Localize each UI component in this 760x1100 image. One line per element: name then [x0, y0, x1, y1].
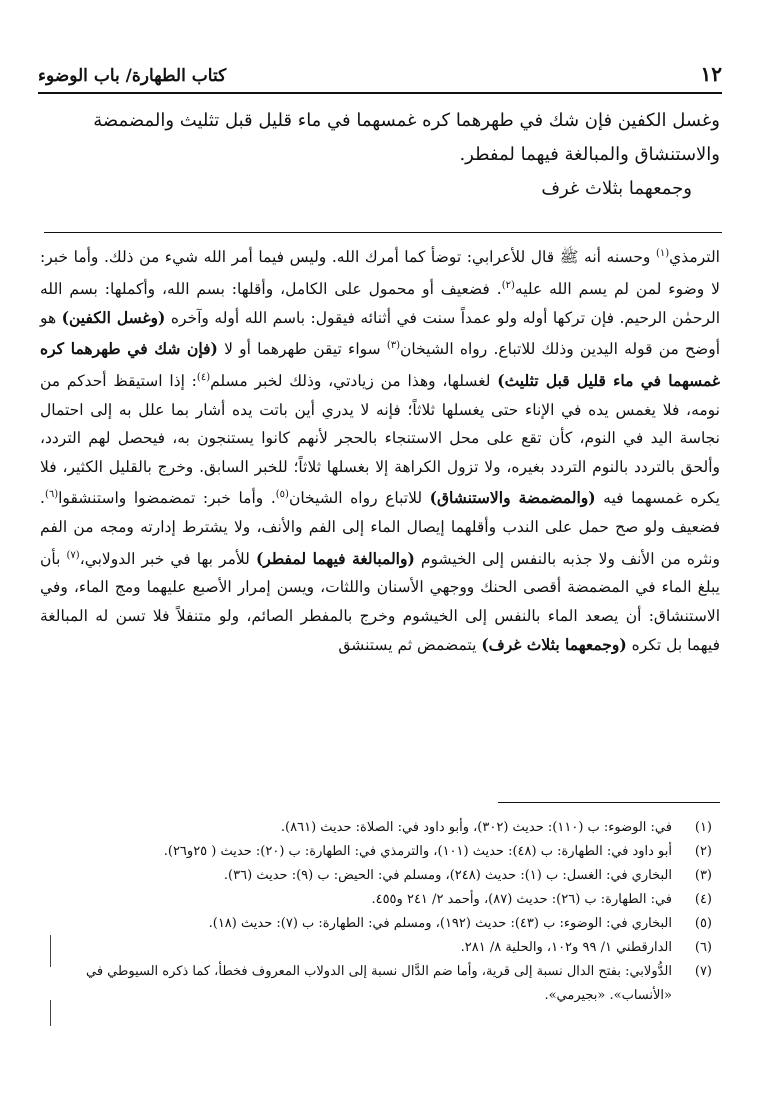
quoted-matn: (وغسل الكفين) [61, 307, 166, 327]
margin-mark [50, 935, 51, 967]
commentary-span: : إذا استيقظ أحدكم من نومه، فلا يغمس يده في الإناء حتى يغسلها ثلاثاً؛ فإنه لا يدري أين باتت يده أشار بما علل به إلى احتمال نجاسة اليد في النوم، كأن تقع على محل الاستنجاء بالحجر لأنهم كانوا يستنجون به، فيحصل لهم التردد، وألحق بالتردد بالنوم التردد بغيره، ولا تزول الكراهة إلا بغسلها ثلاثاً؛ للخبر السابق. وخرج بالقليل الكثير، فلا يكره غمسهما فيه [40, 372, 720, 508]
commentary-span: سواء تيقن طهرهما أو لا [217, 340, 387, 359]
page-header [38, 52, 722, 86]
footnote [40, 912, 716, 936]
commentary-span: الترمذي [669, 248, 720, 267]
matn-line: وغسل الكفين فإن شك في طهرهما كره غمسهما في ماء قليل قبل تثليث والمضمضة [93, 110, 720, 131]
footnote [40, 936, 716, 960]
matn-line: وجمعهما بثلاث غرف [541, 178, 692, 199]
header-divider [38, 92, 722, 94]
footnote-number: (٣) [694, 868, 712, 883]
footnote-divider [498, 802, 720, 803]
running-title: كتاب الطهارة/ باب الوضوء [38, 66, 227, 86]
footnote-ref: (٢) [501, 279, 515, 291]
footnote-ref: (٤) [196, 371, 211, 383]
footnote-text: أبو داود في: الطهارة: ب (٤٨): حديث (١٠١)، والترمذي في: الطهارة: ب (٢٠): حديث ( ٢٥و٢٦). [163, 844, 672, 859]
commentary-text [40, 240, 720, 659]
matn-text [44, 104, 720, 206]
commentary-span: بأن يبلغ الماء في المضمضة أقصى الحنك ووجهي الأسنان واللثات، ويسن إمرار الأصبع عليهما ومج الماء، وفي الاستنشاق: أن يصعد الماء بالنفس إلى الخيشوم وخرج بالمفطر الصائم، ولو متنفلاً فلا تسن له المبالغة فيهما بل تكره [40, 549, 720, 654]
footnote [40, 816, 716, 840]
footnote-text: الدارقطني ١/ ٩٩ و١٠٢، والحلية ٨/ ٢٨١. [460, 940, 672, 955]
footnote-ref: (٧) [66, 549, 80, 561]
commentary-span: لغسلها، وهذا من زيادتي، وذلك لخبر مسلم [210, 372, 498, 390]
footnote-number: (٦) [694, 940, 712, 955]
footnote [40, 864, 716, 888]
quoted-matn: (والمضمضة والاستنشاق) [429, 488, 596, 508]
footnote-text: في: الطهارة: ب (٢٦): حديث (٨٧)، وأحمد ٢/ ٢٤١ و٤٥٥. [371, 892, 672, 907]
footnote-ref: (١) [655, 248, 670, 259]
footnote-number: (١) [694, 820, 712, 835]
commentary-span: للأمر بها في خبر الدولابي، [79, 549, 256, 568]
margin-mark [50, 1000, 51, 1026]
footnote [40, 888, 716, 912]
footnotes [40, 816, 716, 1008]
quoted-matn: (وجمعهما بثلاث غرف) [481, 634, 627, 654]
footnote-ref: (٣) [386, 340, 401, 352]
commentary-span: وحسنه أنه ﷺ قال للأعرابي: توضأ كما أمرك الله. وليس فيما أمر الله شيء من ذلك. وأما خبر: لا وضوء لمن لم يسم الله عليه [40, 248, 720, 298]
commentary-span: يتمضمض ثم يستنشق [338, 635, 482, 654]
commentary-span: . فضعيف أو محمول على الكامل، وأقلها: بسم الله، وأكملها: بسم الله الرحمٰن الرحيم. فإن تركها أوله ولو عمداً سنت في أثنائه فيقول: باسم الله أوله وآخره [40, 279, 720, 327]
footnote-text: البخاري في: الغسل: ب (١): حديث (٢٤٨)، ومسلم في: الحيض: ب (٩): حديث (٣٦). [223, 868, 672, 883]
matn-line: والاستنشاق والمبالغة فيهما لمفطر. [459, 144, 720, 165]
footnote-ref: (٦) [44, 489, 59, 501]
footnote-number: (٧) [694, 964, 712, 979]
footnote-number: (٥) [694, 916, 712, 931]
footnote-number: (٤) [694, 892, 712, 907]
commentary-span: للاتباع رواه الشيخان [288, 489, 430, 508]
footnote-ref: (٥) [275, 489, 289, 501]
page-number: ١٢ [700, 62, 722, 86]
quoted-matn: (والمبالغة فيهما لمفطر) [255, 548, 415, 568]
footnote [40, 960, 716, 1008]
commentary-span: . فضعيف ولو صح حمل على الندب وأقلهما إيصال الماء إلى الفم والأنف، ولا يشترط إدارته ومجه من الفم ونثره من الأنف ولا جذبه بالنفس إلى الخيشوم [40, 489, 720, 568]
footnote-number: (٢) [694, 844, 712, 859]
commentary-span: . وأما خبر: تمضمضوا واستنشقوا [58, 489, 276, 508]
commentary-span: هو أوضح من قوله اليدين وذلك للاتباع. رواه الشيخان [40, 308, 720, 359]
footnote [40, 840, 716, 864]
matn-divider [44, 232, 722, 233]
footnote-text: في: الوضوء: ب (١١٠): حديث (٣٠٢)، وأبو داود في: الصلاة: حديث (٨٦١). [280, 820, 672, 835]
footnote-text: الدُّولابي: بفتح الدال نسبة إلى قرية، وأما ضم الدَّال نسبة إلى الدولاب المعروف فخطأ، كما ذكره السيوطي في «الأنساب». «بجيرمي». [85, 964, 672, 1003]
footnote-text: البخاري في: الوضوء: ب (٤٣): حديث (١٩٢)، ومسلم في: الطهارة: ب (٧): حديث (١٨). [208, 916, 672, 931]
commentary-paragraph [40, 240, 720, 659]
quoted-matn: (فإن شك في طهرهما كره غمسهما في ماء قليل قبل تثليث) [40, 339, 721, 390]
